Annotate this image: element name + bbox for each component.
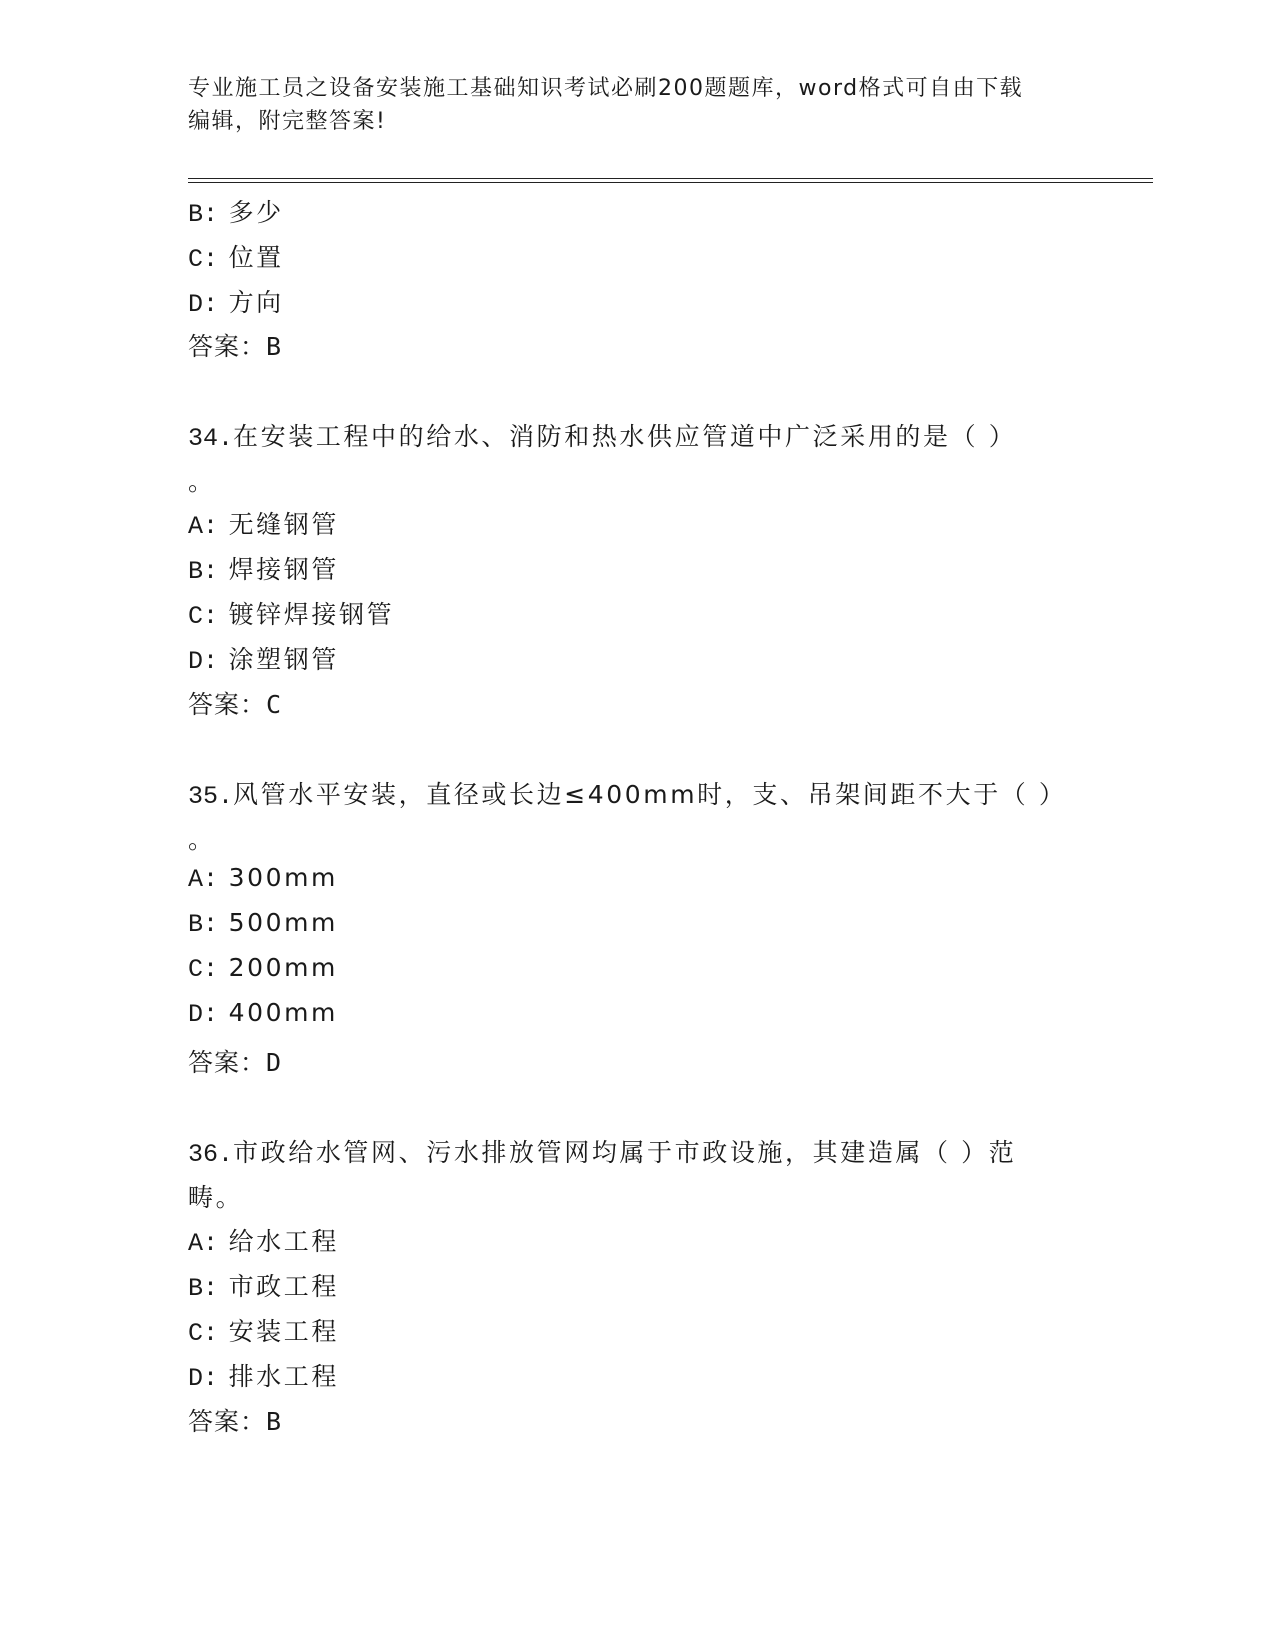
option-text: 涂塑钢管 — [228, 645, 339, 674]
question-35-stem-cont: 。 — [188, 825, 216, 854]
option-letter: A: — [188, 1229, 219, 1258]
option-a — [188, 505, 339, 541]
answer-label: 答案： — [188, 690, 267, 719]
question-34-stem — [188, 417, 1016, 453]
answer-line — [188, 1402, 282, 1438]
option-d — [188, 998, 338, 1029]
question-36-stem — [188, 1133, 1016, 1169]
option-d — [188, 283, 284, 319]
option-letter: D: — [188, 647, 219, 676]
question-number: 35. — [188, 782, 234, 811]
answer-line — [188, 327, 282, 363]
option-letter: C: — [188, 245, 219, 274]
answer-label: 答案： — [188, 332, 267, 361]
option-b — [188, 1267, 339, 1303]
option-a — [188, 1222, 339, 1258]
header-title-line-1: 专业施工员之设备安装施工基础知识考试必刷200题题库，word格式可自由下载 — [188, 76, 1024, 101]
answer-label: 答案： — [188, 1048, 267, 1077]
option-text: 500mm — [228, 908, 338, 937]
option-b — [188, 550, 339, 586]
answer-value: D — [266, 1048, 283, 1077]
option-c — [188, 953, 338, 984]
option-letter: B: — [188, 910, 219, 939]
answer-value: B — [266, 1407, 283, 1436]
option-c — [188, 1312, 339, 1348]
question-number: 36. — [188, 1140, 234, 1169]
option-text: 200mm — [228, 953, 338, 982]
option-text: 给水工程 — [228, 1227, 339, 1256]
option-letter: D: — [188, 1364, 219, 1393]
option-text: 焊接钢管 — [228, 555, 339, 584]
document-header — [188, 72, 1068, 138]
header-rule-bottom — [188, 182, 1153, 183]
option-a — [188, 863, 338, 894]
answer-line — [188, 685, 282, 721]
option-letter: A: — [188, 865, 219, 894]
option-c — [188, 238, 284, 274]
option-letter: D: — [188, 290, 219, 319]
option-text: 位置 — [228, 243, 284, 272]
question-34-stem-cont: 。 — [188, 467, 216, 496]
option-text: 方向 — [228, 288, 284, 317]
question-35-stem — [188, 775, 1067, 811]
option-letter: B: — [188, 200, 219, 229]
answer-value: C — [266, 690, 283, 719]
option-text: 多少 — [228, 198, 284, 227]
header-rule-top — [188, 178, 1153, 179]
option-text: 排水工程 — [228, 1362, 339, 1391]
header-title-line-2: 编辑，附完整答案! — [188, 109, 387, 134]
option-letter: B: — [188, 1274, 219, 1303]
question-text: 市政给水管网、污水排放管网均属于市政设施，其建造属（ ）范 — [233, 1138, 1017, 1167]
option-c — [188, 595, 394, 631]
option-letter: A: — [188, 512, 219, 541]
question-text: 在安装工程中的给水、消防和热水供应管道中广泛采用的是（ ） — [233, 422, 1017, 451]
option-text: 安装工程 — [228, 1317, 339, 1346]
option-d — [188, 1357, 339, 1393]
answer-value: B — [266, 332, 283, 361]
option-letter: B: — [188, 557, 219, 586]
option-letter: C: — [188, 1319, 219, 1348]
option-b — [188, 908, 338, 939]
question-number: 34. — [188, 424, 234, 453]
answer-line — [188, 1043, 282, 1079]
option-letter: D: — [188, 1000, 219, 1029]
option-letter: C: — [188, 602, 219, 631]
option-d — [188, 640, 339, 676]
question-text: 风管水平安装，直径或长边≤400mm时，支、吊架间距不大于（ ） — [233, 780, 1067, 809]
option-letter: C: — [188, 955, 219, 984]
answer-label: 答案： — [188, 1407, 267, 1436]
option-text: 无缝钢管 — [228, 510, 339, 539]
option-text: 400mm — [228, 998, 338, 1027]
option-text: 市政工程 — [228, 1272, 339, 1301]
option-b — [188, 193, 284, 229]
question-36-stem-cont: 畴。 — [188, 1183, 244, 1212]
option-text: 镀锌焊接钢管 — [228, 600, 395, 629]
option-text: 300mm — [228, 863, 338, 892]
